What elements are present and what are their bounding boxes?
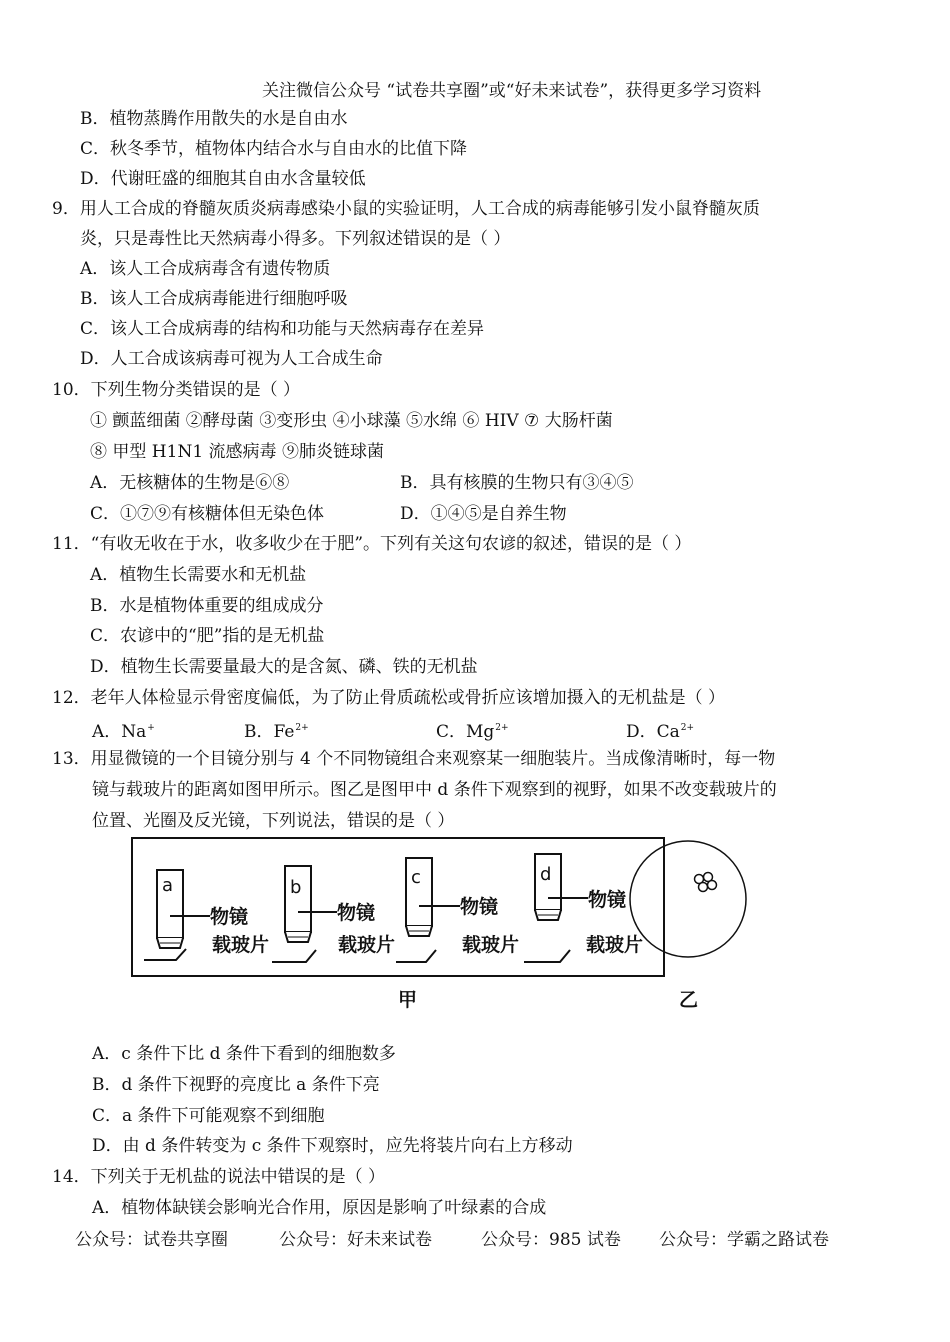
objective-a-label: 物镜 bbox=[210, 906, 249, 928]
slide-c-label: 载玻片 bbox=[462, 934, 520, 956]
q13-stem-line1: 13．用显微镜的一个目镜分别与 4 个不同物镜组合来观察某一细胞装片。当成像清晰时，每一物 bbox=[52, 749, 776, 769]
q9-stem-line1: 9．用人工合成的脊髓灰质炎病毒感染小鼠的实验证明，人工合成的病毒能够引发小鼠脊髓灰质 bbox=[52, 199, 760, 219]
q9-option-a: A．该人工合成病毒含有遗传物质 bbox=[80, 259, 331, 279]
caption-yi: 乙 bbox=[679, 989, 699, 1011]
q12-option-d: D．$Ca^{2+}$ bbox=[626, 722, 695, 742]
q13-option-c: C．a 条件下可能观察不到细胞 bbox=[92, 1106, 325, 1126]
q13-option-d: D．由 d 条件转变为 c 条件下观察时，应先将装片向右上方移动 bbox=[92, 1136, 573, 1156]
q13-option-a: A．c 条件下比 d 条件下看到的细胞数多 bbox=[92, 1044, 396, 1064]
q13-stem-line2: 镜与载玻片的距离如图甲所示。图乙是图甲中 d 条件下观察到的视野，如果不改变载玻片的 bbox=[92, 780, 777, 800]
q12-option-a: A．Na+ bbox=[92, 722, 155, 742]
q11-option-b: B．水是植物体重要的组成成分 bbox=[90, 596, 324, 616]
page-footer bbox=[75, 1228, 829, 1252]
q10-list-line2: ⑧ 甲型 H1N1 流感病毒 ⑨肺炎链球菌 bbox=[90, 442, 384, 462]
q12-stem: 12．老年人体检显示骨密度偏低，为了防止骨质疏松或骨折应该增加摄入的无机盐是（ ） bbox=[52, 688, 726, 708]
footer-item: 公众号：好未来试卷 bbox=[279, 1230, 432, 1250]
caption-jia: 甲 bbox=[398, 989, 418, 1011]
q11-option-d: D．植物生长需要量最大的是含氮、磷、铁的无机盐 bbox=[90, 657, 478, 677]
objective-d-label: 物镜 bbox=[588, 889, 627, 911]
objective-b bbox=[272, 866, 395, 962]
objective-d-letter: d bbox=[540, 864, 552, 885]
q8-option-b: B．植物蒸腾作用散失的水是自由水 bbox=[80, 109, 348, 129]
objective-c-letter: c bbox=[411, 867, 421, 888]
objective-b-letter: b bbox=[290, 877, 302, 898]
q10-option-b: B．具有核膜的生物只有③④⑤ bbox=[400, 473, 634, 493]
slide-a-label: 载玻片 bbox=[212, 934, 270, 956]
q10-option-a: A．无核糖体的生物是⑥⑧ bbox=[90, 473, 290, 493]
q14-stem: 14．下列关于无机盐的说法中错误的是（ ） bbox=[52, 1167, 386, 1187]
q10-option-d: D．①④⑤是自养生物 bbox=[400, 504, 567, 524]
q11-option-c: C．农谚中的“肥”指的是无机盐 bbox=[90, 626, 325, 646]
q9-stem-line2: 炎，只是毒性比天然病毒小得多。下列叙述错误的是（ ） bbox=[80, 229, 511, 249]
slide-b-label: 载玻片 bbox=[338, 934, 396, 956]
objective-a bbox=[144, 870, 269, 960]
q12-option-c: C．$Mg^{2+}$ bbox=[436, 722, 509, 742]
q14-option-a: A．植物体缺镁会影响光合作用，原因是影响了叶绿素的合成 bbox=[92, 1198, 547, 1218]
microscope-diagram bbox=[130, 836, 699, 1016]
q10-option-c: C．①⑦⑨有核糖体但无染色体 bbox=[90, 504, 325, 524]
footer-item: 公众号：985 试卷 bbox=[481, 1230, 621, 1250]
objective-a-letter: a bbox=[162, 875, 174, 896]
page-header: 关注微信公众号 “试卷共享圈”或“好未来试卷”，获得更多学习资料 bbox=[262, 81, 762, 101]
objective-b-label: 物镜 bbox=[337, 902, 376, 924]
q11-stem: 11．“有收无收在于水，收多收少在于肥”。下列有关这句农谚的叙述，错误的是（ ） bbox=[52, 534, 692, 554]
objective-c bbox=[396, 858, 519, 962]
q8-option-d: D．代谢旺盛的细胞其自由水含量较低 bbox=[80, 169, 366, 189]
q10-list-line1: ① 颤蓝细菌 ②酵母菌 ③变形虫 ④小球藻 ⑤水绵 ⑥ HIV ⑦ 大肠杆菌 bbox=[90, 411, 613, 431]
footer-item: 公众号：学霸之路试卷 bbox=[659, 1230, 829, 1250]
q10-stem: 10．下列生物分类错误的是（ ） bbox=[52, 380, 301, 400]
objective-c-label: 物镜 bbox=[460, 896, 499, 918]
q12-option-b: B．$Fe^{2+}$ bbox=[244, 722, 309, 742]
q11-option-a: A．植物生长需要水和无机盐 bbox=[90, 565, 307, 585]
footer-item: 公众号：试卷共享圈 bbox=[75, 1230, 228, 1250]
microscope-figure bbox=[130, 836, 699, 1016]
objective-d bbox=[524, 854, 643, 962]
q13-stem-line3: 位置、光圈及反光镜，下列说法，错误的是（ ） bbox=[92, 811, 455, 831]
field-of-view bbox=[630, 841, 746, 957]
q13-option-b: B．d 条件下视野的亮度比 a 条件下亮 bbox=[92, 1075, 380, 1095]
cell-cluster bbox=[695, 873, 717, 892]
slide-d-label: 载玻片 bbox=[586, 934, 644, 956]
q9-option-b: B．该人工合成病毒能进行细胞呼吸 bbox=[80, 289, 348, 309]
q9-option-d: D．人工合成该病毒可视为人工合成生命 bbox=[80, 349, 383, 369]
q8-option-c: C．秋冬季节，植物体内结合水与自由水的比值下降 bbox=[80, 139, 468, 159]
q9-option-c: C．该人工合成病毒的结构和功能与天然病毒存在差异 bbox=[80, 319, 485, 339]
